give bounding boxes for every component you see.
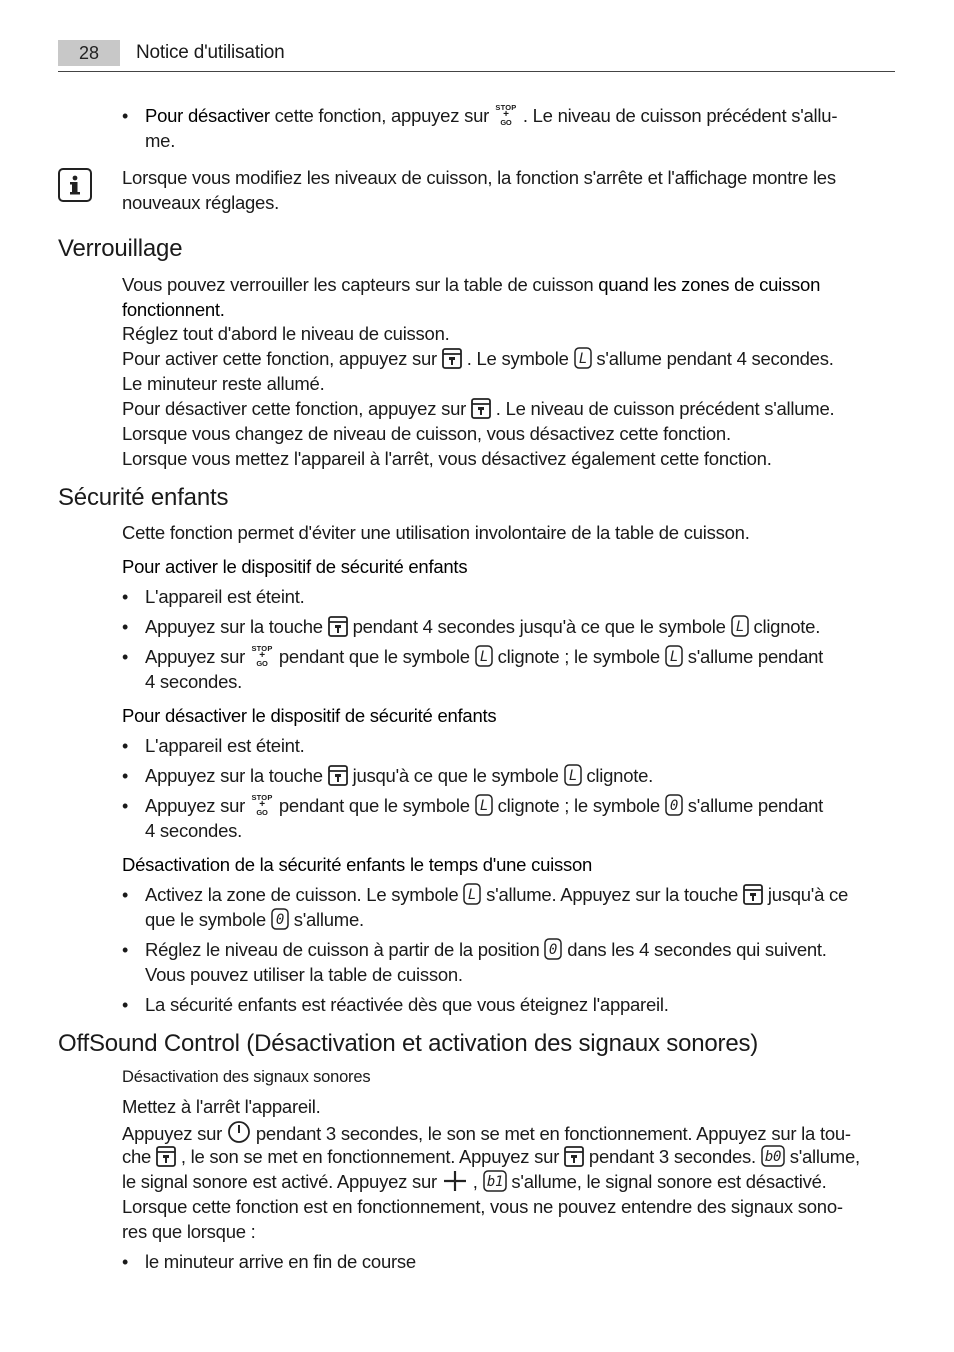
child-temporary-title: Désactivation de la sécurité enfants le temps d'une cuisson (122, 854, 593, 875)
intro-emphasis: Pour désactiver (145, 105, 270, 126)
lock-line-8: Lorsque vous mettez l'appareil à l'arrêt, vous désactivez également cette fonction. (122, 448, 772, 469)
list-item-cont (145, 908, 364, 933)
list-item-cont: Vous pouvez utiliser la table de cuisson. (145, 964, 463, 985)
display-symbol-0-icon (544, 938, 562, 960)
svg-text:L: L (669, 649, 678, 665)
offsound-line-5: Lorsque cette fonction est en fonctionnement, vous ne pouvez entendre des signaux sono- (122, 1196, 843, 1217)
child-deactivate-title: Pour désactiver le dispositif de sécurité enfants (122, 705, 497, 726)
lock-line-6 (122, 397, 834, 422)
bullet: • (122, 617, 129, 637)
lock-key-icon (743, 883, 763, 905)
text: La sécurité enfants est réactivée dès que vous éteignez l'appareil. (145, 994, 669, 1015)
text: le signal sonore est activé. Appuyez sur (122, 1171, 442, 1192)
text: pendant 3 secondes. (584, 1146, 761, 1167)
text: pendant 3 secondes, le son se met en fonctionnement. Appuyez sur la tou- (250, 1123, 851, 1144)
display-symbol-l-icon (475, 645, 493, 667)
text: L'appareil est éteint. (145, 586, 305, 607)
bullet: • (122, 766, 129, 786)
text: jusqu'à ce (762, 884, 849, 905)
offsound-line-4 (122, 1170, 827, 1195)
lock-key-icon (564, 1145, 584, 1167)
list-item (122, 764, 654, 789)
lock-heading: Verrouillage (58, 235, 183, 262)
list-item-cont: 4 secondes. (145, 671, 243, 692)
child-activate-title: Pour activer le dispositif de sécurité enfants (122, 556, 468, 577)
list-item (122, 993, 669, 1018)
text: , (467, 1171, 483, 1192)
stop-go-icon: STOP + GO (251, 793, 273, 817)
lock-line-5: Le minuteur reste allumé. (122, 373, 325, 394)
header-divider (58, 71, 895, 72)
text: , le son se met en fonctionnement. Appuyez sur (175, 1146, 565, 1167)
svg-text:0: 0 (275, 912, 284, 928)
svg-text:L: L (735, 619, 744, 635)
display-symbol-l-icon (574, 347, 592, 369)
display-symbol-l-icon (731, 615, 749, 637)
intro-bullet-line2: me. (145, 130, 176, 151)
stop-go-icon: STOP + GO (495, 103, 517, 127)
svg-text:0: 0 (669, 798, 678, 814)
header-title: Notice d'utilisation (136, 42, 285, 63)
child-lock-heading: Sécurité enfants (58, 484, 229, 511)
offsound-heading: OffSound Control (Désactivation et activation des signaux sonores) (58, 1030, 759, 1057)
lock-key-icon (328, 615, 348, 637)
list-item (122, 615, 821, 640)
text: Activez la zone de cuisson. Le symbole (145, 884, 464, 905)
lock-line-4 (122, 347, 834, 372)
lock-key-icon (328, 764, 348, 786)
list-item (122, 1250, 416, 1275)
bullet: • (122, 647, 129, 667)
bullet: • (122, 587, 129, 607)
text: Pour activer cette fonction, appuyez sur (122, 348, 442, 369)
text: s'allume pendant 4 secondes. (591, 348, 834, 369)
list-item (122, 644, 824, 670)
text: clignote ; le symbole (492, 646, 665, 667)
svg-text:L: L (479, 798, 488, 814)
text: clignote ; le symbole (492, 795, 665, 816)
display-symbol-0-icon (271, 908, 289, 930)
bullet: • (122, 796, 129, 816)
text: clignote. (748, 616, 821, 637)
text-emphasis: quand les zones de cuisson (598, 274, 821, 295)
text: Vous pouvez verrouiller les capteurs sur la table de cuisson (122, 274, 599, 295)
intro-bullet-text (145, 104, 837, 129)
list-item-cont: 4 secondes. (145, 820, 243, 841)
text: pendant 4 secondes jusqu'à ce que le symbole (347, 616, 731, 637)
power-icon (227, 1120, 251, 1144)
bullet: • (122, 736, 129, 756)
lock-line-3: Réglez tout d'abord le niveau de cuisson. (122, 323, 450, 344)
text: s'allume pendant (682, 646, 824, 667)
svg-text:L: L (568, 768, 577, 784)
lock-line-1 (122, 273, 820, 298)
lock-key-icon (442, 347, 462, 369)
lock-line-2: fonctionnent. (122, 299, 225, 320)
bullet: • (122, 885, 129, 905)
text: . Le niveau de cuisson précédent s'allume. (490, 398, 835, 419)
list-item (122, 734, 305, 759)
display-symbol-l-icon (463, 883, 481, 905)
lock-key-icon (156, 1145, 176, 1167)
text: s'allume, (784, 1146, 860, 1167)
offsound-subtitle: Désactivation des signaux sonores (122, 1068, 371, 1086)
offsound-line-1: Mettez à l'arrêt l'appareil. (122, 1096, 321, 1117)
offsound-line-3 (122, 1145, 860, 1170)
text: s'allume, le signal sonore est désactivé. (506, 1171, 827, 1192)
stop-go-icon: STOP + GO (251, 644, 273, 668)
text: Réglez le niveau de cuisson à partir de la position (145, 939, 545, 960)
list-item (122, 938, 827, 963)
svg-text:L: L (578, 351, 587, 367)
text: che (122, 1146, 156, 1167)
list-item (122, 585, 305, 610)
info-icon (58, 168, 92, 202)
intro-bullet (122, 103, 838, 129)
display-symbol-l-icon (564, 764, 582, 786)
text: Appuyez sur (145, 646, 250, 667)
text: cette fonction, appuyez sur (269, 105, 494, 126)
text: L'appareil est éteint. (145, 735, 305, 756)
bullet: • (122, 106, 129, 126)
bullet: • (122, 1252, 129, 1272)
text: dans les 4 secondes qui suivent. (562, 939, 827, 960)
page-number: 28 (58, 40, 120, 66)
bullet: • (122, 940, 129, 960)
note-line-1: Lorsque vous modifiez les niveaux de cuisson, la fonction s'arrête et l'affichage montre les (122, 167, 836, 188)
svg-text:0: 0 (549, 942, 558, 958)
note-line-2: nouveaux réglages. (122, 192, 279, 213)
text: . Le niveau de cuisson précédent s'allu- (522, 105, 838, 126)
text: Appuyez sur la touche (145, 616, 328, 637)
display-symbol-l-icon (475, 794, 493, 816)
display-symbol-b0-icon (761, 1145, 785, 1167)
text: pendant que le symbole (278, 795, 475, 816)
svg-text:L: L (479, 649, 488, 665)
text: jusqu'à ce que le symbole (347, 765, 564, 786)
text: pendant que le symbole (278, 646, 475, 667)
display-symbol-b1-icon (483, 1170, 507, 1192)
offsound-line-6: res que lorsque : (122, 1221, 256, 1242)
text: que le symbole (145, 909, 271, 930)
text: Appuyez sur (122, 1123, 227, 1144)
bullet: • (122, 995, 129, 1015)
list-item (122, 793, 824, 819)
text: s'allume. Appuyez sur la touche (481, 884, 743, 905)
child-intro: Cette fonction permet d'éviter une utilisation involontaire de la table de cuisson. (122, 522, 750, 543)
lock-line-7: Lorsque vous changez de niveau de cuisson, vous désactivez cette fonction. (122, 423, 731, 444)
text: Pour désactiver cette fonction, appuyez sur (122, 398, 471, 419)
text: s'allume. (288, 909, 364, 930)
text: s'allume pendant (682, 795, 824, 816)
text: le minuteur arrive en fin de course (145, 1251, 416, 1272)
lock-key-icon (471, 397, 491, 419)
text: Appuyez sur la touche (145, 765, 328, 786)
text: clignote. (581, 765, 654, 786)
display-symbol-0-icon (665, 794, 683, 816)
svg-text:b0: b0 (764, 1149, 782, 1165)
text: Appuyez sur (145, 795, 250, 816)
svg-text:L: L (468, 887, 477, 903)
list-item (122, 883, 849, 908)
plus-icon (442, 1170, 468, 1192)
svg-text:b1: b1 (486, 1174, 503, 1190)
display-symbol-l-icon (665, 645, 683, 667)
text: . Le symbole (461, 348, 574, 369)
offsound-line-2 (122, 1120, 851, 1147)
